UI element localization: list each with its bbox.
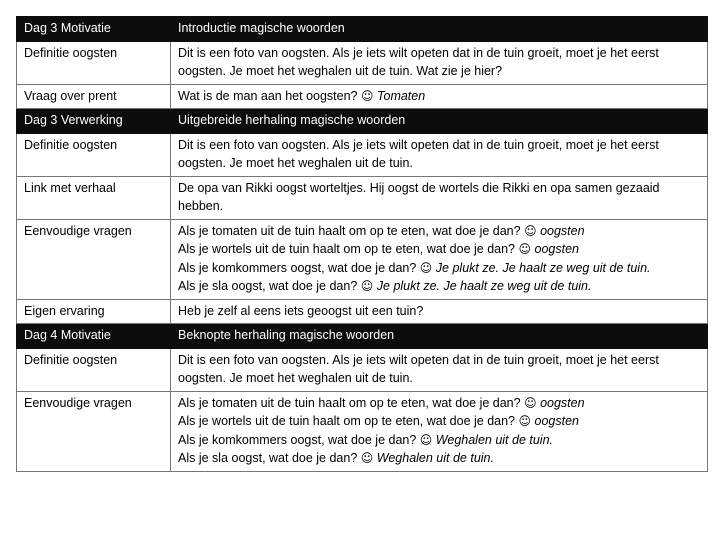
line-text: Dit is een foto van oogsten. Als je iets wilt opeten dat in de tuin groeit, moet je het eerst oogsten. Je moet het weghalen uit de tuin. <box>178 137 659 170</box>
content-line <box>178 222 700 241</box>
table-row <box>17 41 708 84</box>
smiley-icon: ☺ <box>419 260 433 275</box>
table-row <box>17 391 708 471</box>
row-content <box>171 41 708 84</box>
line-text: Als je tomaten uit de tuin haalt om op te eten, wat doe je dan? <box>178 223 521 238</box>
section-header-row <box>17 324 708 349</box>
expected-answer: Weghalen uit de tuin. <box>435 432 554 447</box>
line-text: Als je wortels uit de tuin haalt om op te eten, wat doe je dan? <box>178 414 516 428</box>
lesson-plan-body <box>17 17 708 472</box>
row-label: Link met verhaal <box>17 176 171 219</box>
row-label: Eenvoudige vragen <box>17 391 171 471</box>
section-title: Dag 3 Motivatie <box>17 17 171 42</box>
section-topic: Uitgebreide herhaling magische woorden <box>171 109 708 134</box>
row-content <box>171 391 708 471</box>
row-content <box>171 219 708 299</box>
section-topic: Introductie magische woorden <box>171 17 708 42</box>
smiley-icon: ☺ <box>518 242 532 256</box>
table-row <box>17 84 708 109</box>
content-line <box>178 259 700 278</box>
content-line <box>178 351 700 388</box>
line-text: Als je sla oogst, wat doe je dan? <box>178 451 358 465</box>
line-text: Als je sla oogst, wat doe je dan? <box>178 279 358 293</box>
row-content <box>171 348 708 391</box>
content-line <box>178 44 700 81</box>
line-text: Als je wortels uit de tuin haalt om op te eten, wat doe je dan? <box>178 242 516 256</box>
expected-answer: Je plukt ze. Je haalt ze weg uit de tuin. <box>435 260 651 275</box>
content-line <box>178 240 700 259</box>
row-label: Eenvoudige vragen <box>17 219 171 299</box>
table-row <box>17 299 708 324</box>
row-content <box>171 176 708 219</box>
expected-answer: oogsten <box>540 395 585 410</box>
table-row <box>17 219 708 299</box>
row-label: Definitie oogsten <box>17 133 171 176</box>
expected-answer: Je plukt ze. Je haalt ze weg uit de tuin. <box>376 279 592 293</box>
row-content <box>171 299 708 324</box>
line-text: Als je tomaten uit de tuin haalt om op te eten, wat doe je dan? <box>178 395 521 410</box>
expected-answer: oogsten <box>540 223 585 238</box>
line-text: Wat is de man aan het oogsten? <box>178 88 358 103</box>
content-line <box>178 179 700 216</box>
line-text: Als je komkommers oogst, wat doe je dan? <box>178 432 417 447</box>
expected-answer: Weghalen uit de tuin. <box>376 451 494 465</box>
smiley-icon: ☺ <box>360 279 374 293</box>
line-text: Dit is een foto van oogsten. Als je iets wilt opeten dat in de tuin groeit, moet je het eerst oogsten. Je moet het weghalen uit de tuin. <box>178 352 659 385</box>
section-topic: Beknopte herhaling magische woorden <box>171 324 708 349</box>
section-header-row <box>17 17 708 42</box>
table-row <box>17 176 708 219</box>
row-content <box>171 133 708 176</box>
row-label: Definitie oogsten <box>17 41 171 84</box>
content-line <box>178 394 700 413</box>
content-line <box>178 277 700 296</box>
section-title: Dag 4 Motivatie <box>17 324 171 349</box>
line-text: Heb je zelf al eens iets geoogst uit een tuin? <box>178 303 424 318</box>
row-label: Eigen ervaring <box>17 299 171 324</box>
content-line <box>178 449 700 468</box>
lesson-plan-table <box>16 16 708 472</box>
row-label: Vraag over prent <box>17 84 171 109</box>
smiley-icon: ☺ <box>360 451 374 465</box>
content-line <box>178 431 700 450</box>
content-line <box>178 412 700 431</box>
section-header-row <box>17 109 708 134</box>
smiley-icon: ☺ <box>361 88 374 103</box>
line-text: Dit is een foto van oogsten. Als je iets wilt opeten dat in de tuin groeit, moet je het eerst oogsten. Je moet het weghalen uit de tuin. Wat zie je hier? <box>178 45 659 78</box>
content-line <box>178 302 700 321</box>
content-line <box>178 136 700 173</box>
section-title: Dag 3 Verwerking <box>17 109 171 134</box>
table-row <box>17 348 708 391</box>
content-line <box>178 87 700 106</box>
smiley-icon: ☺ <box>524 223 537 238</box>
line-text: De opa van Rikki oogst worteltjes. Hij oogst de wortels die Rikki en opa samen gezaaid hebben. <box>178 180 660 213</box>
expected-answer: oogsten <box>534 242 579 256</box>
smiley-icon: ☺ <box>419 432 433 447</box>
smiley-icon: ☺ <box>518 414 532 428</box>
smiley-icon: ☺ <box>524 395 537 410</box>
table-row <box>17 133 708 176</box>
row-label: Definitie oogsten <box>17 348 171 391</box>
row-content <box>171 84 708 109</box>
expected-answer: oogsten <box>534 414 579 428</box>
line-text: Als je komkommers oogst, wat doe je dan? <box>178 260 417 275</box>
expected-answer: Tomaten <box>377 88 426 103</box>
